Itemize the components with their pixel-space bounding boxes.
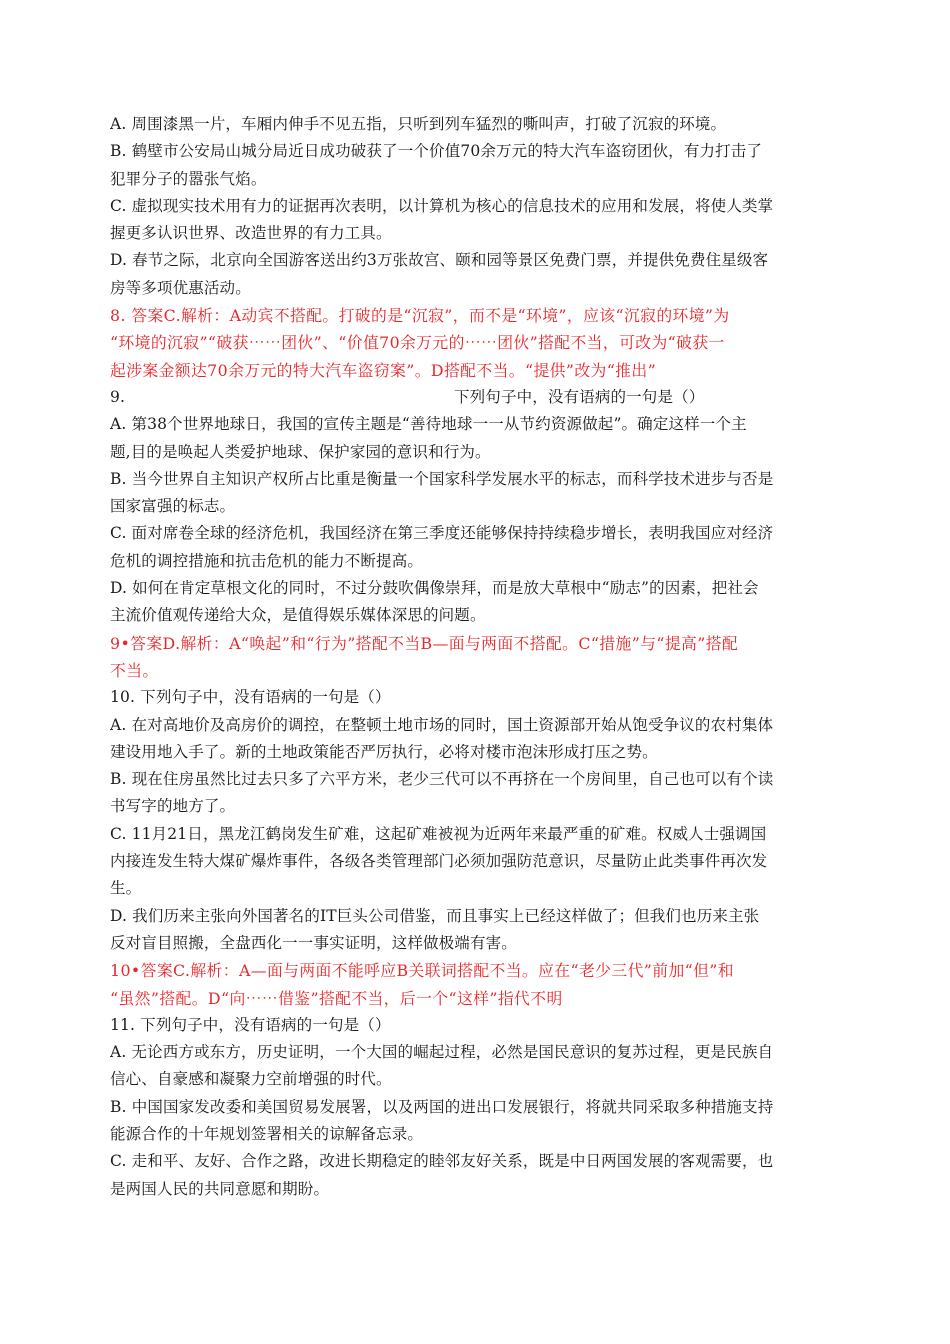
block-q11-options [110,1039,838,1203]
text-line: 房等多项优惠活动。 [110,278,251,297]
question-9-number: 9. [110,387,126,406]
answer-line: 起涉案金额达70余万元的特大汽车盗窃案”。D搭配不当。“提供”改为“推出” [110,360,657,380]
text-line: D. 春节之际，北京向全国游客送出约3万张故宫、颐和园等景区免费门票，并提供免费住星级客 [110,251,769,270]
block-q10-options [110,712,838,958]
question-9-heading [110,384,838,411]
text-line: 握更多认识世界、改造世界的有力工具。 [110,224,392,243]
text-line: A. 第38个世界地球日，我国的宣传主题是“善待地球一一从节约资源做起”。确定这样一个主 [110,415,747,434]
text-line: B. 中国国家发改委和美国贸易发展署，以及两国的进出口发展银行，将就共同采取多种措施支持 [110,1097,774,1116]
text-line: B. 鹤壁市公安局山城分局近日成功破获了一个价值70余万元的特大汽车盗窃团伙，有力打击了 [110,142,763,161]
text-line: B. 现在住房虽然比过去只多了六平方米，老少三代可以不再挤在一个房间里，自己也可以有个读 [110,770,774,789]
answer-line: “环境的沉寂”“破获⋯⋯团伙”、“价值70余万元的⋯⋯团伙”搭配不当，可改为“破获一 [110,333,725,353]
text-line: 书写字的地方了。 [110,797,236,816]
text-line: 建设用地入手了。新的土地政策能否严厉执行，必将对楼市泡沫形成打压之势。 [110,742,658,761]
block-q9-options [110,411,838,629]
text-line: D. 我们历来主张向外国著名的IT巨头公司借鉴，而且事实上已经这样做了；但我们也历来主张 [110,906,760,925]
answer-line: 10•答案C.解析：A—面与两面不能呼应B关联词搭配不当。应在“老少三代”前加“但”和 [110,961,734,981]
text-line: C. 虚拟现实技术用有力的证据再次表明，以计算机为核心的信息技术的应用和发展，将使人类掌 [110,196,774,215]
text-line: C. 走和平、友好、合作之路，改进长期稳定的睦邻友好关系，既是中日两国发展的客观需要，也 [110,1152,774,1171]
text-line: 主流价值观传递给大众，是值得娱乐媒体深思的问题。 [110,606,486,625]
text-line: 能源合作的十年规划签署相关的谅解备忘录。 [110,1124,424,1143]
answer-line: “虽然”搭配。D“向⋯⋯借鉴”搭配不当，后一个“这样”指代不明 [110,988,563,1008]
text-line: A. 周围漆黑一片，车厢内伸手不见五指，只听到列车猛烈的嘶叫声，打破了沉寂的环境。 [110,115,727,133]
text-line: 题,目的是唤起人类爱护地球、保护家园的意识和行为。 [110,442,491,461]
question-11-heading: 11. 下列句子中，没有语病的一句是（） [110,1015,391,1034]
text-line: D. 如何在肯定草根文化的同时，不过分鼓吹偶像崇拜，而是放大草根中“励志”的因素，把社会 [110,579,759,598]
text-line: 犯罪分子的嚣张气焰。 [110,169,267,188]
text-line: 内接连发生特大煤矿爆炸事件，各级各类管理部门必须加强防范意识，尽量防止此类事件再次发 [110,852,768,871]
answer-line: 9•答案D.解析：A“唤起”和“行为”搭配不当B—面与两面不搭配。C“措施”与“提高”搭配 [110,633,739,653]
answer-q9 [110,630,838,685]
text-line: A. 在对高地价及高房价的调控，在整顿土地市场的同时，国土资源部开始从饱受争议的农村集体 [110,715,774,734]
text-line: 反对盲目照搬，全盘西化一一事实证明，这样做极端有害。 [110,933,517,952]
block-q8-options [110,111,838,302]
text-line: 信心、自豪感和凝聚力空前增强的时代。 [110,1070,392,1089]
question-9-stem: 下列句子中，没有语病的一句是（） [454,387,705,406]
text-line: C. 11月21日，黑龙江鹤岗发生矿难，这起矿难被视为近两年来最严重的矿难。权威人士强调国 [110,824,767,843]
question-10-heading: 10. 下列句子中，没有语病的一句是（） [110,688,391,707]
text-line: 生。 [110,879,142,898]
text-line: 危机的调控措施和抗击危机的能力不断提高。 [110,551,424,570]
text-line: 是两国人民的共同意愿和期盼。 [110,1179,330,1198]
text-line: C. 面对席卷全球的经济危机，我国经济在第三季度还能够保持持续稳步增长，表明我国应对经济 [110,524,774,543]
answer-q10 [110,957,838,1012]
text-line: 国家富强的标志。 [110,497,236,516]
answer-line: 8. 答案C.解析：A动宾不搭配。打破的是“沉寂”，而不是“环境”，应该“沉寂的环境”为 [110,306,730,326]
answer-q8 [110,302,838,384]
text-line: A. 无论西方或东方，历史证明，一个大国的崛起过程，必然是国民意识的复苏过程，更是民族自 [110,1043,774,1062]
answer-line: 不当。 [110,660,159,680]
text-line: B. 当今世界自主知识产权所占比重是衡量一个国家科学发展水平的标志，而科学技术进步与否是 [110,469,774,488]
